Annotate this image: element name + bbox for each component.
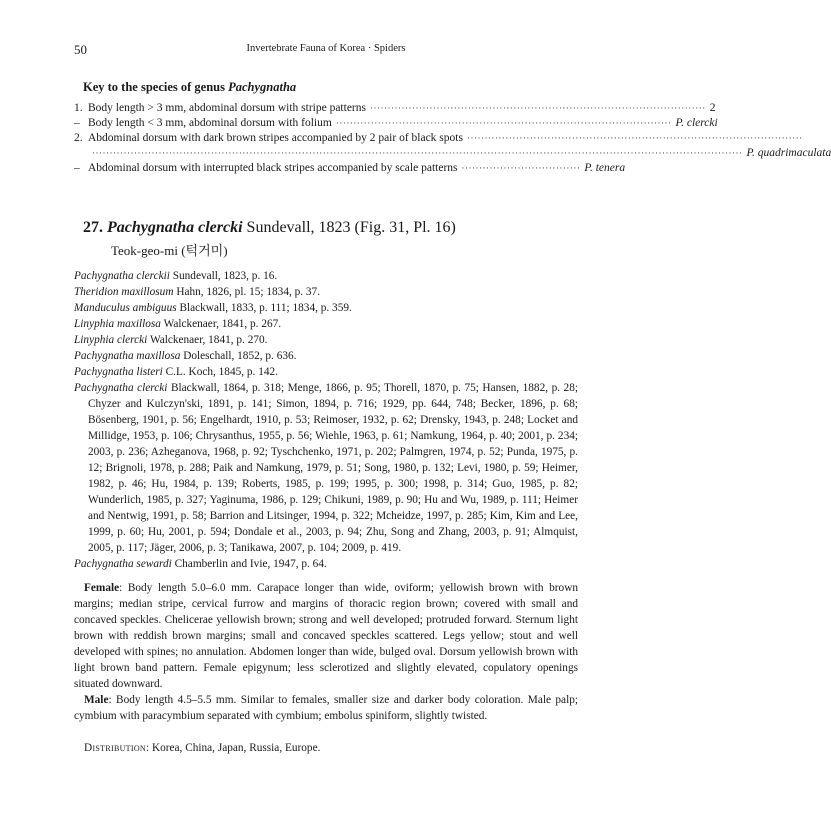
key-title xyxy=(83,80,296,95)
synonym-taxon: Linyphia maxillosa xyxy=(74,318,161,330)
key-row-text: Body length > 3 mm, abdominal dorsum with stripe patterns xyxy=(88,102,366,114)
synonym-reference: Doleschall, 1852, p. 636. xyxy=(183,350,297,362)
key-row-number: 1. xyxy=(74,102,83,114)
key-row xyxy=(74,101,716,116)
leader-dots: ································································································ xyxy=(369,103,706,113)
synonym-taxon: Pachygnatha clerckii xyxy=(74,270,170,282)
synonym-taxon: Pachygnatha listeri xyxy=(74,366,163,378)
leader-dots: ·································· xyxy=(461,163,581,173)
female-description xyxy=(74,580,578,692)
key-row-result: P. quadrimaculata xyxy=(746,147,831,159)
running-head: Invertebrate Fauna of Korea · Spiders xyxy=(246,43,406,54)
male-text: : Body length 4.5–5.5 mm. Similar to females, smaller size and darker body coloration. Male palp; cymbium with paracymbium separated with cymbium; embolus spiniform, slightly twisted. xyxy=(74,694,578,722)
synonymy-list xyxy=(74,268,578,572)
key-row xyxy=(74,116,718,131)
synonym-reference: Walckenaer, 1841, p. 270. xyxy=(149,334,268,346)
synonym-taxon: Pachygnatha sewardi xyxy=(74,558,172,570)
key-row-result: P. tenera xyxy=(584,162,626,174)
key-title-genus: Pachygnatha xyxy=(228,80,297,94)
key-row xyxy=(74,131,803,146)
common-name: Teok-geo-mi (턱거미) xyxy=(111,243,228,258)
key-row-number: – xyxy=(74,117,80,129)
key-row-text: Abdominal dorsum with dark brown stripes accompanied by 2 pair of black spots xyxy=(88,132,463,144)
female-text: : Body length 5.0–6.0 mm. Carapace longer than wide, oviform; yellowish brown with brown margins; median stripe, cervical furrow and margins of thoracic region brown; covered with small and concaved speckles. Chelicerae yellowish brown; strong and well developed; protruded forward. Sternum light brown with reddish brown margins; small and concaved speckles scattered. Legs yellow; stout and well developed with spines; no annulation. Abdomen longer than wide, bulged oval. Dorsum yellowish brown with light brown band pattern. Female epigynum; less sclerotized and slightly elevated, copulatory openings situated downward. xyxy=(74,582,578,690)
key-row-text: Body length < 3 mm, abdominal dorsum with folium xyxy=(88,117,332,129)
distribution xyxy=(84,742,320,754)
male-description xyxy=(74,692,578,724)
synonym-reference: Hahn, 1826, pl. 15; 1834, p. 37. xyxy=(176,286,321,298)
synonym-taxon: Theridion maxillosum xyxy=(74,286,174,298)
leader-dots: ································································································ xyxy=(335,118,672,128)
synonym-reference: Chamberlin and Ivie, 1947, p. 64. xyxy=(174,558,327,570)
page-number: 50 xyxy=(74,42,87,57)
key-row xyxy=(74,161,626,176)
synonym-reference: Sundevall, 1823, p. 16. xyxy=(172,270,278,282)
synonym-taxon: Linyphia clercki xyxy=(74,334,148,346)
synonym-entry xyxy=(74,332,578,348)
key-row-number: – xyxy=(74,162,80,174)
synonym-entry xyxy=(74,556,578,572)
synonym-entry xyxy=(74,316,578,332)
synonym-entry xyxy=(74,364,578,380)
female-label: Female xyxy=(84,582,120,594)
distribution-text: : Korea, China, Japan, Russia, Europe. xyxy=(145,742,321,754)
synonym-reference: Blackwall, 1864, p. 318; Menge, 1866, p. 95; Thorell, 1870, p. 75; Hansen, 1882, p. 28; Chyzer and Kulczyn'ski, 1891, p. 141; Simon, 1894, p. 716; 1929, pp. 644, 748; Becker, 1896, p. 68; Bösenberg, 1901, p. 56; Engelhardt, 1910, p. 53; Reimoser, 1932, p. 62; Drensky, 1943, p. 248; Locket and Millidge, 1953, p. 106; Chrysanthus, 1955, p. 56; Wiehle, 1963, p. 61; Namkung, 1964, p. 40; 2001, p. 234; 2003, p. 236; Azheganova, 1968, p. 92; Tyschchenko, 1971, p. 202; Palmgren, 1974, p. 52; Punda, 1975, p. 12; Brignoli, 1978, p. 288; Paik and Namkung, 1979, p. 51; Song, 1980, p. 132; Levi, 1980, p. 59; Heimer, 1982, p. 46; Hu, 1984, p. 139; Roberts, 1985, p. 199; 1995, p. 300; 1998, p. 314; Guo, 1985, p. 82; Wunderlich, 1985, p. 327; Yaginuma, 1986, p. 129; Chikuni, 1989, p. 90; Hu and Wu, 1989, p. 111; Heimer and Nentwig, 1991, p. 58; Barrion and Litsinger, 1994, p. 322; Mcheidze, 1997, p. 285; Kim, Kim and Lee, 1999, p. 60; Hu, 2001, p. 594; Dondale et al., 2003, p. 94; Zhu, Song and Zhang, 2003, p. 91; Almquist, 2005, p. 117; Jäger, 2006, p. 3; Tanikawa, 2007, p. 104; 2009, p. 419. xyxy=(88,382,578,554)
synonym-taxon: Pachygnatha clercki xyxy=(74,382,168,394)
species-authority: Sundevall, 1823 (Fig. 31, Pl. 16) xyxy=(246,219,456,236)
distribution-label: Distribution xyxy=(84,742,146,754)
key-row xyxy=(74,146,831,161)
species-number: 27. xyxy=(83,219,103,236)
synonym-reference: Walckenaer, 1841, p. 267. xyxy=(163,318,282,330)
leader-dots: ································································································ xyxy=(466,133,803,143)
leader-dots: ·························································································································································································· xyxy=(92,148,743,158)
synonym-reference: Blackwall, 1833, p. 111; 1834, p. 359. xyxy=(179,302,352,314)
description xyxy=(74,580,578,724)
synonym-entry xyxy=(74,380,578,556)
synonym-entry xyxy=(74,268,578,284)
key-title-prefix: Key to the species of genus xyxy=(83,80,229,94)
species-name: Pachygnatha clercki xyxy=(107,219,243,236)
key-row-result: 2 xyxy=(709,102,716,114)
synonym-entry xyxy=(74,284,578,300)
synonym-entry xyxy=(74,348,578,364)
synonym-entry xyxy=(74,300,578,316)
synonym-taxon: Manduculus ambiguus xyxy=(74,302,177,314)
synonym-reference: C.L. Koch, 1845, p. 142. xyxy=(165,366,278,378)
species-heading xyxy=(83,219,456,237)
key-row-result: P. clercki xyxy=(675,117,718,129)
key-row-text: Abdominal dorsum with interrupted black stripes accompanied by scale patterns xyxy=(88,162,458,174)
key-row-number: 2. xyxy=(74,132,83,144)
male-label: Male xyxy=(84,694,109,706)
synonym-taxon: Pachygnatha maxillosa xyxy=(74,350,181,362)
species-key xyxy=(74,101,831,176)
